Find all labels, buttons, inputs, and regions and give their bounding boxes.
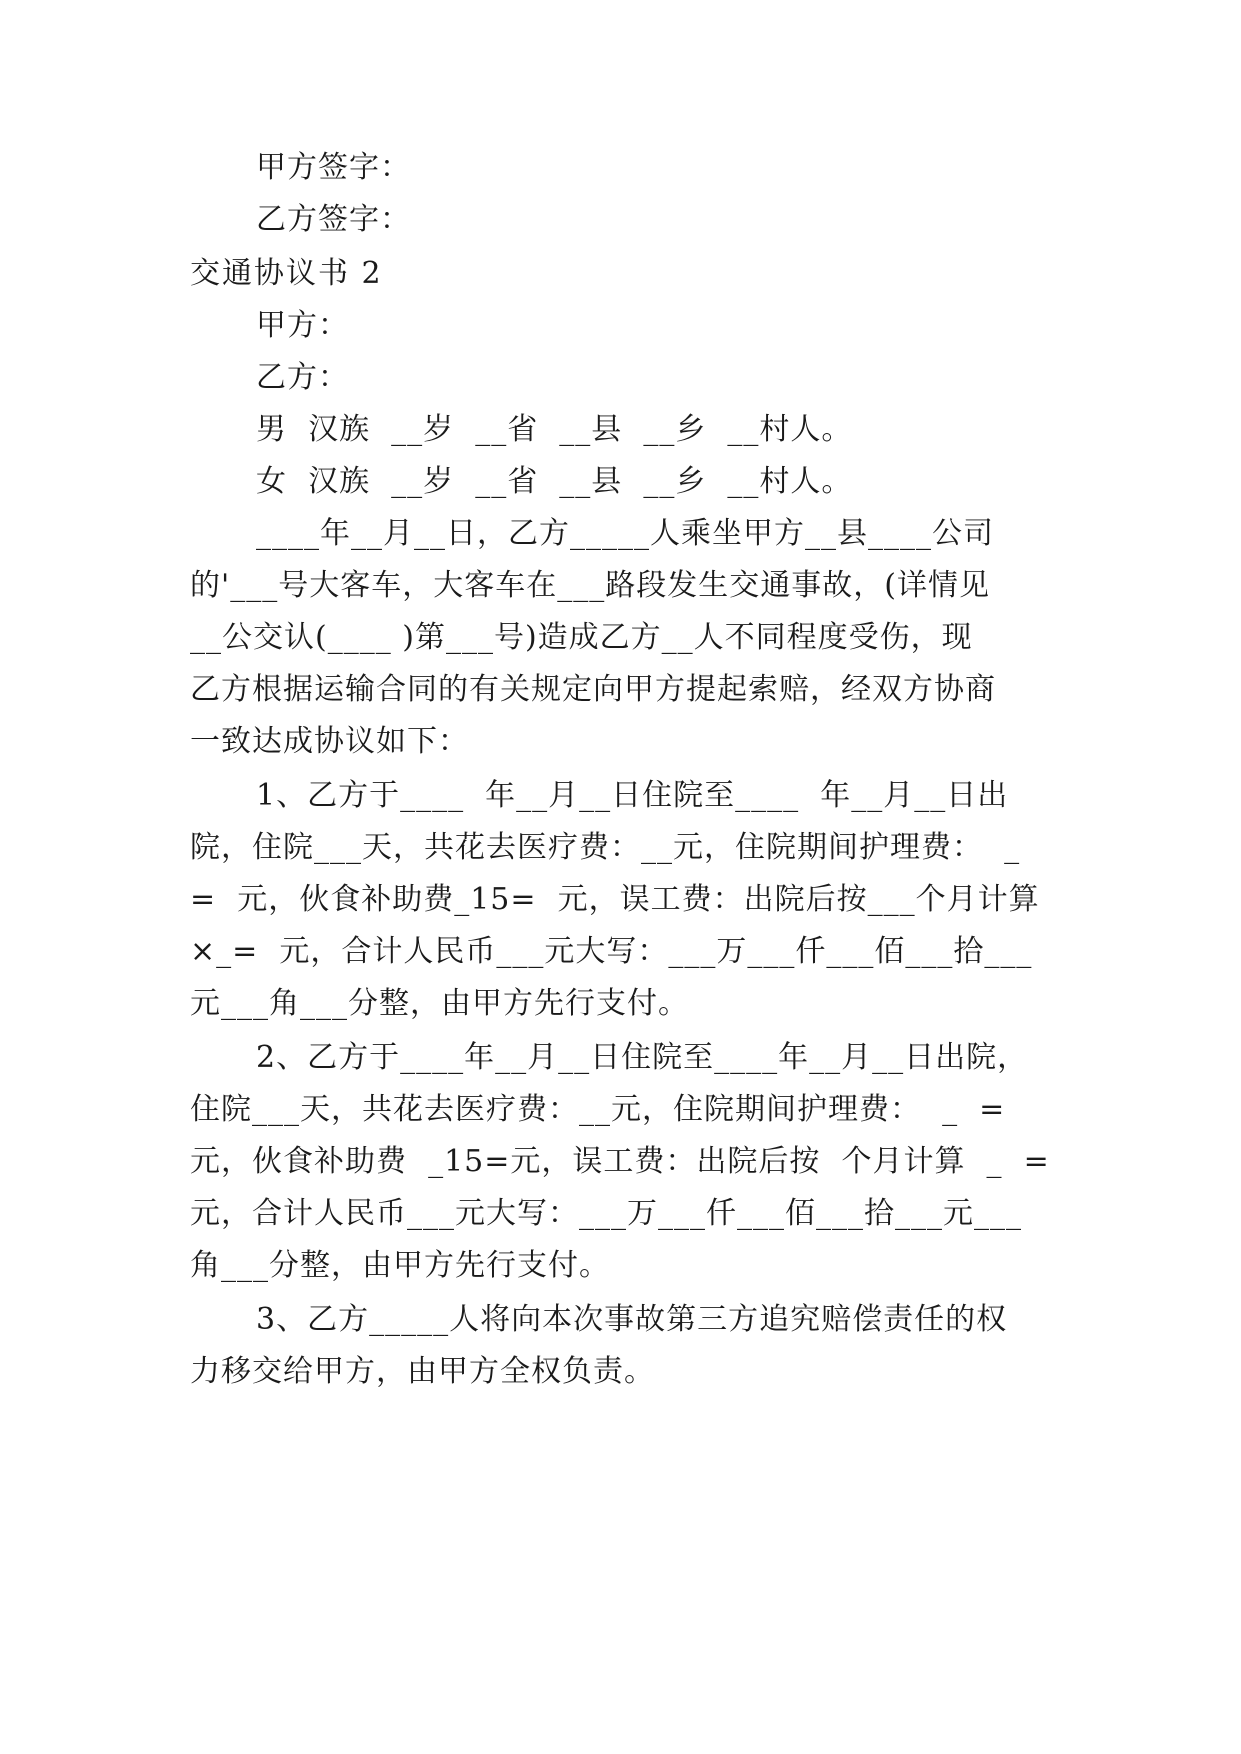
intro-line: 一致达成协议如下： (190, 724, 469, 759)
clause3-line: 3、乙方_____人将向本次事故第三方追究赔偿责任的权 (256, 1302, 1008, 1337)
male-info-line: 男 汉族 __岁 __省 __县 __乡 __村人。 (256, 412, 853, 447)
clause2-line: 住院___天，共花去医疗费：__元，住院期间护理费： _ = (190, 1092, 1006, 1127)
clause1-line: ×_= 元，合计人民币___元大写：___万___仟___佰___拾___ (190, 934, 1033, 969)
clause3-line: 力移交给甲方，由甲方全权负责。 (190, 1354, 655, 1389)
clause1-line: 院，住院___天，共花去医疗费：__元，住院期间护理费： _ (190, 830, 1021, 865)
clause1-line: 1、乙方于____ 年__月__日住院至____ 年__月__日出 (256, 778, 1009, 813)
clause1-line: = 元，伙食补助费_15= 元，误工费：出院后按___个月计算 (190, 882, 1040, 917)
intro-line: 的'___号大客车，大客车在___路段发生交通事故，(详情见 (190, 568, 990, 603)
intro-line: __公交认(____ )第___号)造成乙方__人不同程度受伤，现 (190, 620, 973, 655)
party-a-label: 甲方： (256, 308, 349, 343)
party-b-label: 乙方： (256, 360, 349, 395)
intro-line: 乙方根据运输合同的有关规定向甲方提起索赔，经双方协商 (190, 672, 996, 707)
clause1-line: 元___角___分整，由甲方先行支付。 (190, 986, 689, 1021)
intro-line: ____年__月__日，乙方_____人乘坐甲方__县____公司 (256, 516, 994, 551)
female-info-line: 女 汉族 __岁 __省 __县 __乡 __村人。 (256, 464, 853, 499)
clause2-line: 元，合计人民币___元大写：___万___仟___佰___拾___元___ (190, 1196, 1022, 1231)
party-a-signature-label: 甲方签字： (256, 150, 411, 185)
document-title: 交通协议书 2 (190, 256, 383, 291)
party-b-signature-label: 乙方签字： (256, 202, 411, 237)
clause2-line: 2、乙方于____年__月__日住院至____年__月__日出院， (256, 1040, 1029, 1075)
clause2-line: 元，伙食补助费 _15=元，误工费：出院后按 个月计算 _ = (190, 1144, 1050, 1179)
clause2-line: 角___分整，由甲方先行支付。 (190, 1248, 610, 1283)
